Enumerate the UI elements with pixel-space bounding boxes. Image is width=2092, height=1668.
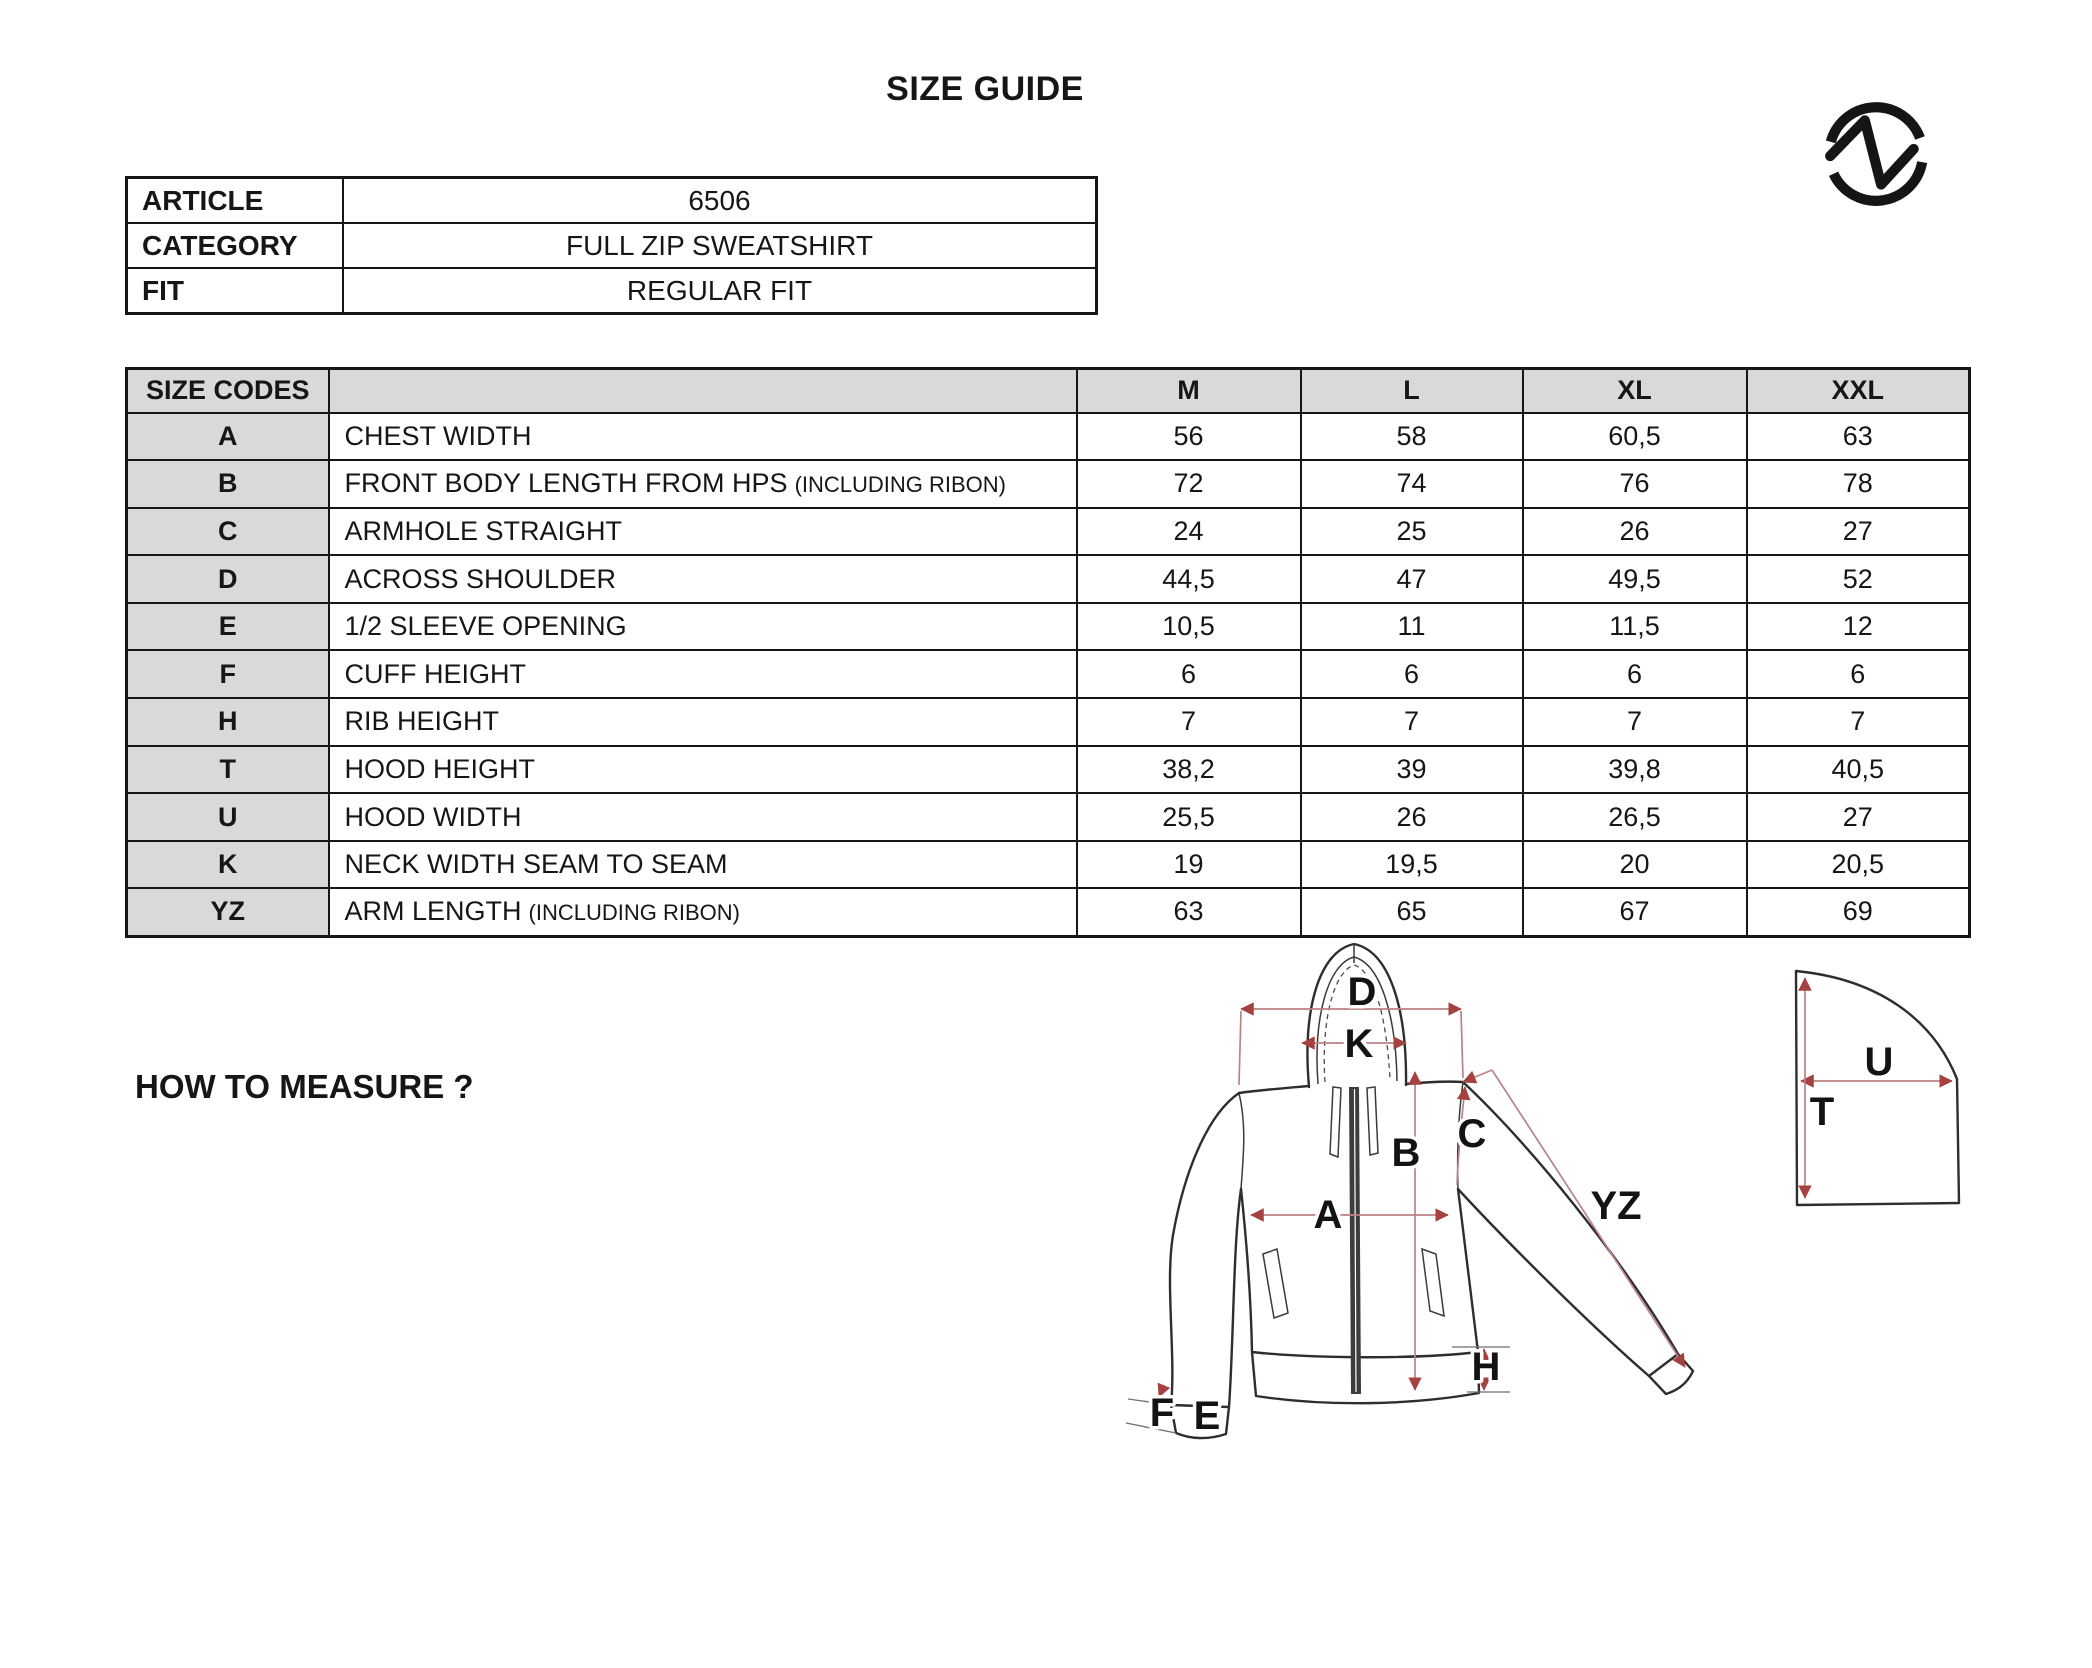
value-cell: 78 [1747, 460, 1970, 508]
value-cell: 58 [1301, 413, 1523, 461]
value-cell: 67 [1523, 888, 1747, 936]
desc-cell: NECK WIDTH SEAM TO SEAM [329, 841, 1077, 889]
value-cell: 7 [1077, 698, 1301, 746]
desc-cell: ARM LENGTH (INCLUDING RIBON) [329, 888, 1077, 936]
size-col-header-m: M [1077, 369, 1301, 413]
value-cell: 60,5 [1523, 413, 1747, 461]
description-header [329, 369, 1077, 413]
code-cell: U [127, 793, 329, 841]
value-cell: 74 [1301, 460, 1523, 508]
brand-logo-icon [1820, 98, 1932, 210]
size-table-header-row [127, 369, 1970, 413]
value-cell: 6 [1747, 650, 1970, 698]
table-row [127, 888, 1970, 936]
value-cell: 19 [1077, 841, 1301, 889]
label-c: C [1457, 1112, 1487, 1156]
desc-cell: HOOD HEIGHT [329, 746, 1077, 794]
value-cell: 7 [1747, 698, 1970, 746]
page-title: SIZE GUIDE [886, 70, 1084, 108]
value-cell: 19,5 [1301, 841, 1523, 889]
value-cell: 27 [1747, 508, 1970, 556]
code-cell: H [127, 698, 329, 746]
info-table [125, 176, 1098, 315]
desc-cell: CHEST WIDTH [329, 413, 1077, 461]
value-cell: 6 [1301, 650, 1523, 698]
value-cell: 69 [1747, 888, 1970, 936]
value-cell: 38,2 [1077, 746, 1301, 794]
table-row [127, 698, 1970, 746]
desc-cell: FRONT BODY LENGTH FROM HPS (INCLUDING RIBON) [329, 460, 1077, 508]
table-row [127, 603, 1970, 651]
info-row-category [127, 223, 1097, 268]
measurement-arrows [1159, 978, 1952, 1397]
fit-label: FIT [127, 268, 344, 314]
value-cell: 44,5 [1077, 555, 1301, 603]
value-cell: 25,5 [1077, 793, 1301, 841]
measurement-labels [1150, 970, 1894, 1438]
article-label: ARTICLE [127, 178, 344, 224]
article-value: 6506 [343, 178, 1097, 224]
table-row [127, 413, 1970, 461]
label-b: B [1391, 1131, 1421, 1175]
value-cell: 40,5 [1747, 746, 1970, 794]
value-cell: 39 [1301, 746, 1523, 794]
size-col-header-l: L [1301, 369, 1523, 413]
table-row [127, 793, 1970, 841]
fit-value: REGULAR FIT [343, 268, 1097, 314]
size-col-header-xl: XL [1523, 369, 1747, 413]
value-cell: 52 [1747, 555, 1970, 603]
label-yz: YZ [1590, 1184, 1642, 1228]
size-codes-header: SIZE CODES [127, 369, 329, 413]
label-h: H [1471, 1345, 1501, 1389]
desc-cell: 1/2 SLEEVE OPENING [329, 603, 1077, 651]
value-cell: 7 [1523, 698, 1747, 746]
value-cell: 49,5 [1523, 555, 1747, 603]
table-row [127, 555, 1970, 603]
value-cell: 24 [1077, 508, 1301, 556]
code-cell: F [127, 650, 329, 698]
desc-cell: RIB HEIGHT [329, 698, 1077, 746]
label-e: E [1193, 1394, 1221, 1438]
value-cell: 25 [1301, 508, 1523, 556]
value-cell: 7 [1301, 698, 1523, 746]
measurement-diagram [1100, 935, 2010, 1505]
label-f: F [1149, 1391, 1175, 1435]
value-cell: 26,5 [1523, 793, 1747, 841]
desc-cell: HOOD WIDTH [329, 793, 1077, 841]
value-cell: 47 [1301, 555, 1523, 603]
code-cell: K [127, 841, 329, 889]
size-col-header-xxl: XXL [1747, 369, 1970, 413]
value-cell: 11 [1301, 603, 1523, 651]
label-a: A [1313, 1193, 1343, 1237]
value-cell: 63 [1747, 413, 1970, 461]
value-cell: 11,5 [1523, 603, 1747, 651]
label-t: T [1809, 1090, 1835, 1134]
how-to-measure-heading: HOW TO MEASURE ? [135, 1068, 474, 1105]
label-k: K [1344, 1022, 1374, 1066]
table-row [127, 460, 1970, 508]
value-cell: 20,5 [1747, 841, 1970, 889]
table-row [127, 508, 1970, 556]
value-cell: 72 [1077, 460, 1301, 508]
code-cell: T [127, 746, 329, 794]
code-cell: B [127, 460, 329, 508]
value-cell: 39,8 [1523, 746, 1747, 794]
table-row [127, 650, 1970, 698]
label-u: U [1864, 1040, 1894, 1084]
value-cell: 12 [1747, 603, 1970, 651]
code-cell: YZ [127, 888, 329, 936]
code-cell: C [127, 508, 329, 556]
code-cell: D [127, 555, 329, 603]
value-cell: 10,5 [1077, 603, 1301, 651]
value-cell: 26 [1301, 793, 1523, 841]
code-cell: A [127, 413, 329, 461]
desc-cell: CUFF HEIGHT [329, 650, 1077, 698]
extension-lines [1126, 1347, 1510, 1433]
hood-piece-sketch [1796, 971, 1959, 1205]
desc-cell: ACROSS SHOULDER [329, 555, 1077, 603]
code-cell: E [127, 603, 329, 651]
category-label: CATEGORY [127, 223, 344, 268]
value-cell: 65 [1301, 888, 1523, 936]
value-cell: 56 [1077, 413, 1301, 461]
info-row-article [127, 178, 1097, 224]
value-cell: 76 [1523, 460, 1747, 508]
table-row [127, 746, 1970, 794]
label-d: D [1347, 970, 1377, 1014]
category-value: FULL ZIP SWEATSHIRT [343, 223, 1097, 268]
desc-cell: ARMHOLE STRAIGHT [329, 508, 1077, 556]
value-cell: 6 [1077, 650, 1301, 698]
value-cell: 27 [1747, 793, 1970, 841]
info-row-fit [127, 268, 1097, 314]
table-row [127, 841, 1970, 889]
value-cell: 26 [1523, 508, 1747, 556]
value-cell: 20 [1523, 841, 1747, 889]
size-table [125, 367, 1971, 938]
value-cell: 63 [1077, 888, 1301, 936]
value-cell: 6 [1523, 650, 1747, 698]
